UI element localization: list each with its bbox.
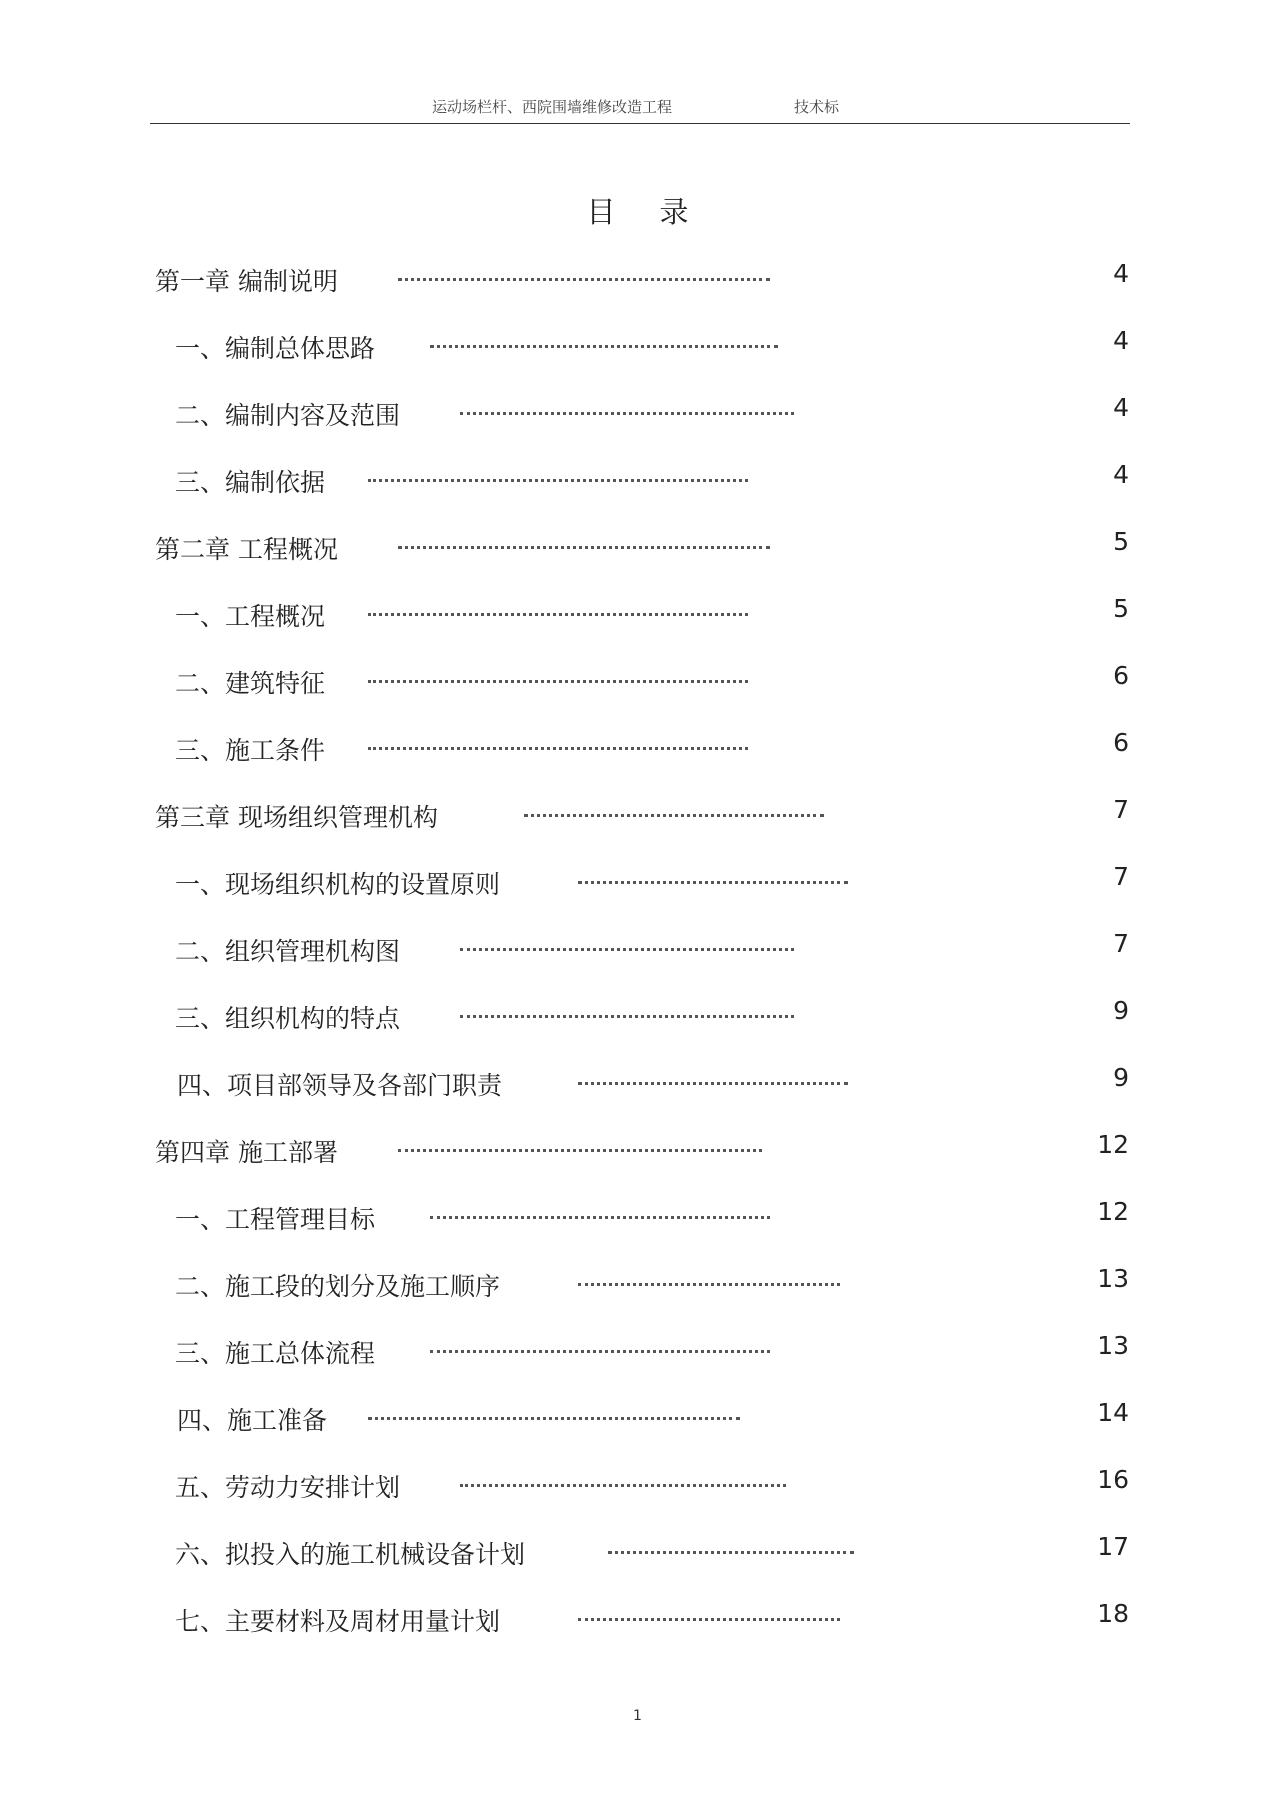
toc-leader-dots	[368, 1417, 740, 1420]
toc-leader-dots	[460, 1484, 786, 1487]
toc-entry-title: 第一章 编制说明	[155, 267, 338, 296]
toc-entry[interactable]	[0, 1465, 1275, 1508]
header-document-type: 技术标	[794, 98, 840, 116]
toc-entry[interactable]	[0, 527, 1275, 570]
toc-leader-dots	[430, 1216, 770, 1219]
toc-leader-dots	[430, 1350, 770, 1353]
toc-entry-page: 4	[1113, 460, 1129, 489]
toc-entry[interactable]	[0, 996, 1275, 1039]
toc-entry-title: 第二章 工程概况	[155, 535, 338, 564]
toc-entry-page: 13	[1097, 1264, 1129, 1293]
toc-entry-title: 第四章 施工部署	[155, 1138, 338, 1167]
toc-entry[interactable]	[0, 795, 1275, 838]
toc-leader-dots	[398, 278, 770, 281]
toc-leader-dots	[578, 1082, 848, 1085]
toc-entry-title: 一、工程管理目标	[175, 1205, 376, 1234]
toc-entry-page: 5	[1113, 594, 1129, 623]
toc-entry[interactable]	[0, 1331, 1275, 1374]
toc-leader-dots	[368, 747, 748, 750]
toc-entry[interactable]	[0, 259, 1275, 302]
toc-entry[interactable]	[0, 929, 1275, 972]
toc-entry-page: 9	[1113, 996, 1129, 1025]
toc-entry-page: 12	[1097, 1197, 1129, 1226]
toc-entry-title: 三、组织机构的特点	[175, 1004, 401, 1033]
toc-entry-page: 4	[1113, 326, 1129, 355]
toc-leader-dots	[578, 1283, 840, 1286]
toc-entry[interactable]	[0, 326, 1275, 369]
toc-entry-title: 四、施工准备	[177, 1406, 328, 1435]
toc-entry[interactable]	[0, 1197, 1275, 1240]
toc-entry-title: 一、现场组织机构的设置原则	[175, 870, 501, 899]
toc-leader-dots	[398, 546, 770, 549]
toc-leader-dots	[608, 1551, 854, 1554]
toc-entry-page: 12	[1097, 1130, 1129, 1159]
toc-entry[interactable]	[0, 1532, 1275, 1575]
toc-leader-dots	[368, 613, 748, 616]
toc-leader-dots	[430, 345, 778, 348]
toc-entry-page: 5	[1113, 527, 1129, 556]
toc-entry[interactable]	[0, 1264, 1275, 1307]
toc-entry[interactable]	[0, 661, 1275, 704]
toc-entry[interactable]	[0, 1599, 1275, 1642]
toc-leader-dots	[398, 1149, 762, 1152]
toc-entry-page: 4	[1113, 393, 1129, 422]
toc-entry-title: 三、施工条件	[175, 736, 326, 765]
toc-leader-dots	[578, 881, 848, 884]
toc-entry-title: 二、施工段的划分及施工顺序	[175, 1272, 501, 1301]
toc-leader-dots	[578, 1618, 840, 1621]
toc-entry-title: 二、编制内容及范围	[175, 401, 401, 430]
toc-entry-page: 18	[1097, 1599, 1129, 1628]
toc-entry[interactable]	[0, 1063, 1275, 1106]
toc-entry[interactable]	[0, 1130, 1275, 1173]
toc-entry[interactable]	[0, 393, 1275, 436]
toc-entry-title: 二、建筑特征	[175, 669, 326, 698]
page-number: 1	[633, 1708, 642, 1724]
toc-leader-dots	[368, 479, 748, 482]
toc-entry-title: 一、编制总体思路	[175, 334, 376, 363]
toc-leader-dots	[368, 680, 748, 683]
toc-entry[interactable]	[0, 594, 1275, 637]
toc-entry-page: 13	[1097, 1331, 1129, 1360]
toc-entry-page: 7	[1113, 862, 1129, 891]
toc-entry-page: 16	[1097, 1465, 1129, 1494]
toc-entry[interactable]	[0, 728, 1275, 771]
toc-entry-title: 三、施工总体流程	[175, 1339, 376, 1368]
toc-leader-dots	[460, 1015, 794, 1018]
toc-leader-dots	[460, 412, 794, 415]
toc-entry-page: 17	[1097, 1532, 1129, 1561]
toc-entry-page: 6	[1113, 728, 1129, 757]
toc-entry-title: 七、主要材料及周材用量计划	[175, 1607, 501, 1636]
toc-entry-page: 14	[1097, 1398, 1129, 1427]
toc-entry-title: 三、编制依据	[175, 468, 326, 497]
toc-entry-title: 二、组织管理机构图	[175, 937, 401, 966]
toc-entry-page: 7	[1113, 795, 1129, 824]
toc-entry[interactable]	[0, 1398, 1275, 1441]
toc-entry-title: 四、项目部领导及各部门职责	[177, 1071, 503, 1100]
toc-entry[interactable]	[0, 460, 1275, 503]
toc-entry-page: 6	[1113, 661, 1129, 690]
toc-entry-title: 第三章 现场组织管理机构	[155, 803, 438, 832]
toc-entry-title: 六、拟投入的施工机械设备计划	[175, 1540, 526, 1569]
toc-entry-page: 4	[1113, 259, 1129, 288]
toc-entry[interactable]	[0, 862, 1275, 905]
toc-entry-page: 7	[1113, 929, 1129, 958]
toc-entry-title: 一、工程概况	[175, 602, 326, 631]
page-title: 目录	[586, 195, 733, 229]
toc-entry-title: 五、劳动力安排计划	[175, 1473, 401, 1502]
toc-entry-page: 9	[1113, 1063, 1129, 1092]
toc-leader-dots	[460, 948, 794, 951]
toc-leader-dots	[524, 814, 824, 817]
header-project-name: 运动场栏杆、西院围墙维修改造工程	[432, 98, 673, 116]
